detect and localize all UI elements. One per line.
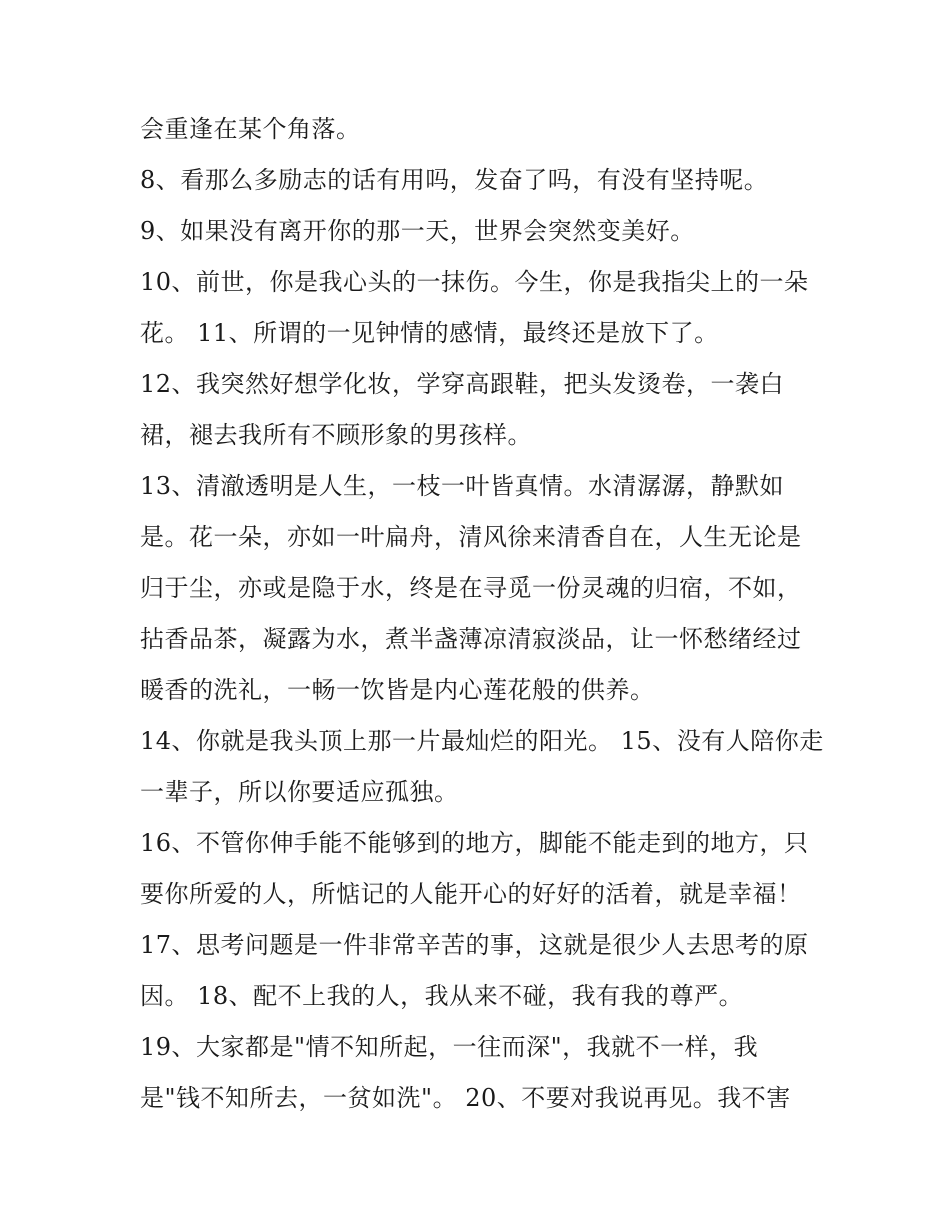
text-line: 拈香品茶，凝露为水，煮半盏薄凉清寂淡品，让一怀愁绪经过: [140, 625, 802, 653]
text-line: 是"钱不知所去，一贫如洗"。 20、不要对我说再见。我不害: [140, 1084, 791, 1112]
text-line: 因。 18、配不上我的人，我从来不碰，我有我的尊严。: [140, 982, 744, 1010]
text-line: 一辈子，所以你要适应孤独。: [140, 778, 459, 806]
text-line: 暖香的洗礼，一畅一饮皆是内心莲花般的供养。: [140, 676, 655, 704]
body-text: [140, 104, 824, 1124]
text-line: 是。花一朵，亦如一叶扁舟，清风徐来清香自在，人生无论是: [140, 523, 802, 551]
text-line: 12、我突然好想学化妆，学穿高跟鞋，把头发烫卷，一袭白: [140, 370, 785, 398]
text-line: 17、思考问题是一件非常辛苦的事，这就是很少人去思考的原: [140, 931, 809, 959]
text-line: 14、你就是我头顶上那一片最灿烂的阳光。 15、没有人陪你走: [140, 727, 824, 755]
text-line: 归于尘，亦或是隐于水，终是在寻觅一份灵魂的归宿，不如，: [140, 574, 802, 602]
text-line: 花。 11、所谓的一见钟情的感情，最终还是放下了。: [140, 319, 719, 347]
text-line: 13、清澈透明是人生，一枝一叶皆真情。水清潺潺，静默如: [140, 472, 785, 500]
text-line: 16、不管你伸手能不能够到的地方，脚能不能走到的地方，只: [140, 829, 809, 857]
text-line: 要你所爱的人，所惦记的人能开心的好好的活着，就是幸福！: [140, 880, 802, 908]
text-line: 会重逢在某个角落。: [140, 115, 361, 143]
text-line: 10、前世，你是我心头的一抹伤。今生，你是我指尖上的一朵: [140, 268, 809, 296]
text-line: 9、如果没有离开你的那一天，世界会突然变美好。: [140, 217, 695, 245]
text-line: 裙，褪去我所有不顾形象的男孩样。: [140, 421, 532, 449]
text-line: 19、大家都是"情不知所起，一往而深"，我就不一样，我: [140, 1033, 759, 1061]
text-line: 8、看那么多励志的话有用吗，发奋了吗，有没有坚持呢。: [140, 166, 769, 194]
